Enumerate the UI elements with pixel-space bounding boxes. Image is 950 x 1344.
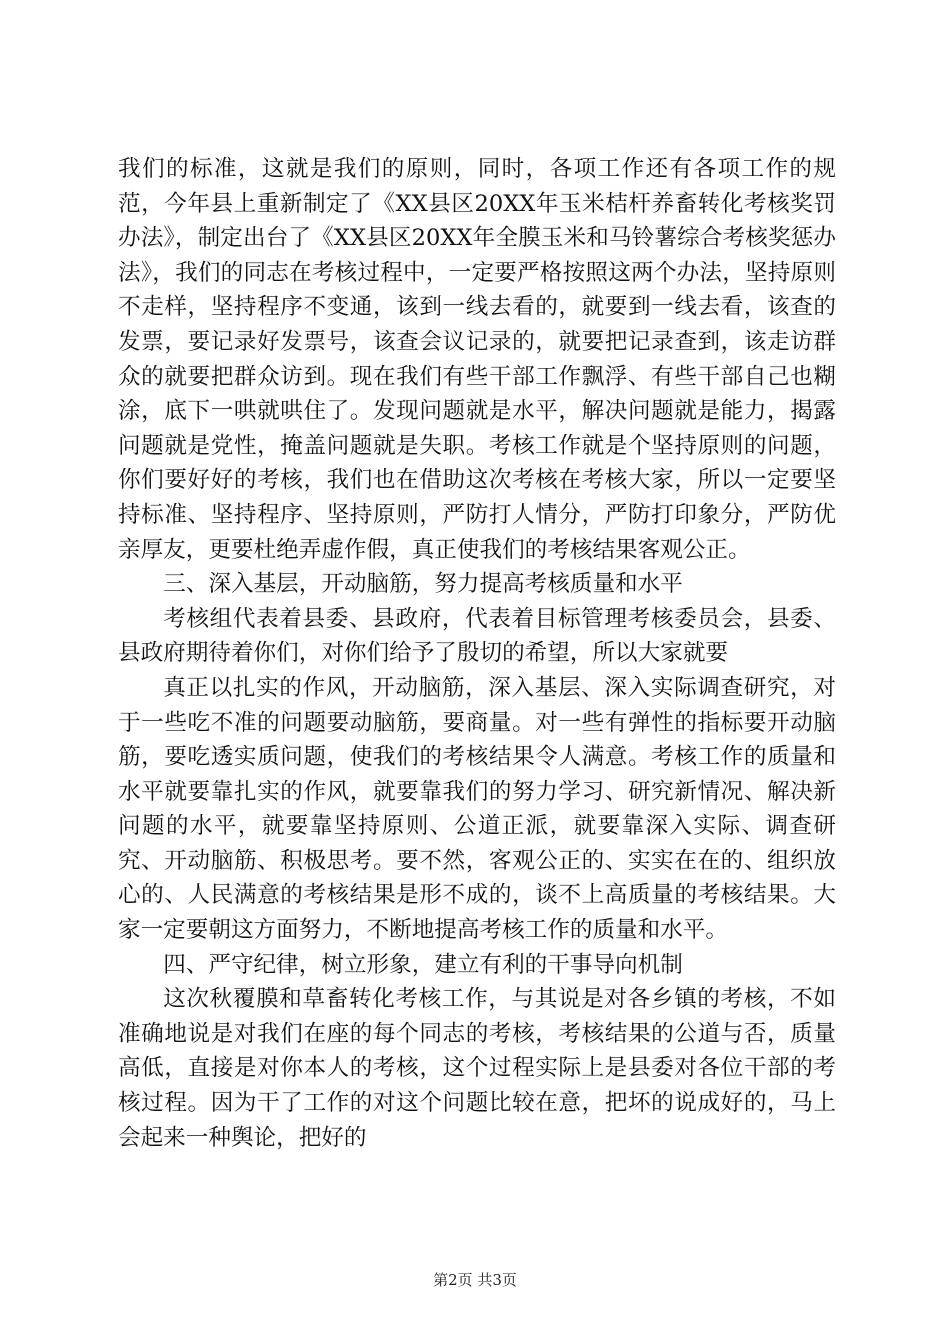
section-heading-3: 三、深入基层，开动脑筋，努力提高考核质量和水平 — [163, 571, 683, 598]
paragraph-work-style: 真正以扎实的作风，开动脑筋，深入基层、深入实际调查研究，对于一些吃不准的问题要动脑筋，要商量。对一些有弹性的指标要开动脑筋，要吃透实质问题，使我们的考核结果令人满意。考核工作的质量和水平就要靠扎实的作风，就要靠我们的努力学习、研究新情况、解决新问题的水平，就要靠坚持原则、公道正派，就要靠深入实际、调查研究、开动脑筋、积极思考。要不然，客观公正的、实实在在的、组织放心的、人民满意的考核结果是形不成的，谈不上高质量的考核结果。大家一定要朝这方面努力，不断地提高考核工作的质量和水平。 — [118, 674, 836, 944]
paragraph-discipline: 这次秋覆膜和草畜转化考核工作，与其说是对各乡镇的考核，不如准确地说是对我们在座的每个同志的考核，考核结果的公道与否，质量高低，直接是对你本人的考核，这个过程实际上是县委对各位干部的考核过程。因为干了工作的对这个问题比较在意，把坏的说成好的，马上会起来一种舆论，把好的 — [118, 986, 836, 1151]
paragraph-assessment-team: 考核组代表着县委、县政府，代表着目标管理考核委员会，县委、县政府期待着你们，对你们给予了殷切的希望，所以大家就要 — [118, 605, 836, 667]
section-heading-4: 四、严守纪律，树立形象，建立有利的干事导向机制 — [163, 951, 683, 978]
paragraph-standards: 我们的标准，这就是我们的原则，同时，各项工作还有各项工作的规范，今年县上重新制定了《XX县区20XX年玉米桔杆养畜转化考核奖罚办法》，制定出台了《XX县区20XX年全膜玉米和马铃薯综合考核奖惩办法》，我们的同志在考核过程中，一定要严格按照这两个办法，坚持原则不走样，坚持程序不变通，该到一线去看的，就要到一线去看，该查的发票，要记录好发票号，该查会议记录的，就要把记录查到，该走访群众的就要把群众访到。现在我们有些干部工作飘浮、有些干部自己也糊涂，底下一哄就哄住了。发现问题就是水平，解决问题就是能力，揭露问题就是党性，掩盖问题就是失职。考核工作就是个坚持原则的问题，你们要好好的考核，我们也在借助这次考核在考核大家，所以一定要坚持标准、坚持程序、坚持原则，严防打人情分，严防打印象分，严防优亲厚友，更要杜绝弄虚作假，真正使我们的考核结果客观公正。 — [118, 156, 836, 563]
body-text — [118, 152, 836, 1155]
page-number-footer: 第2页 共3页 — [433, 1271, 517, 1289]
